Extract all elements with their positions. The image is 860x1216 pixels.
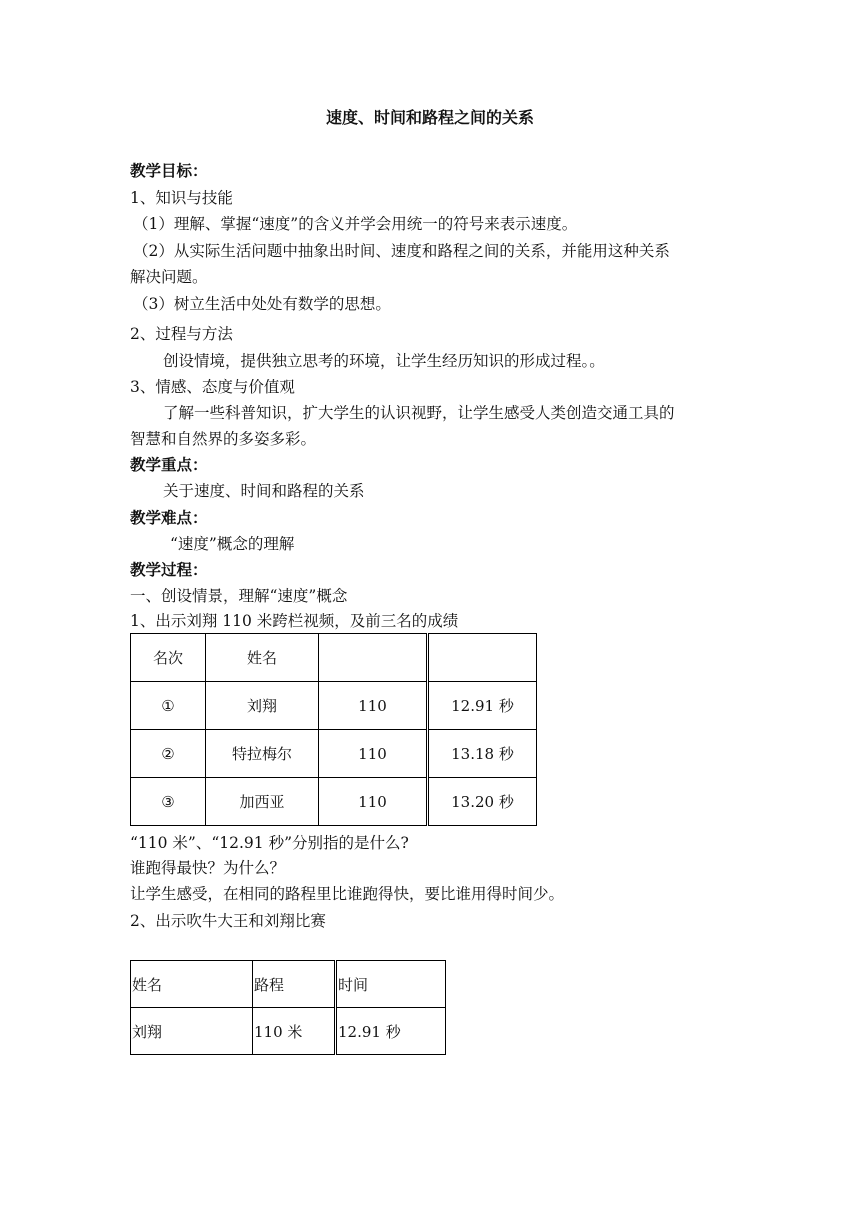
name-cell: 特拉梅尔 (206, 730, 319, 778)
rank-cell: ③ (131, 778, 206, 826)
question-1: “110 米”、“12.91 秒”分别指的是什么? (130, 834, 409, 852)
objective-item-1: （1）理解、掌握“速度”的含义并学会用统一的符号来表示速度。 (133, 215, 578, 233)
process-heading: 教学过程： (130, 560, 208, 579)
section-emotion-line-2: 智慧和自然界的多姿多彩。 (130, 430, 317, 448)
name-cell: 加西亚 (206, 778, 319, 826)
objective-item-2-line-2: 解决问题。 (130, 268, 208, 286)
time-cell: 13.20 秒 (428, 778, 537, 826)
comparison-table (130, 960, 446, 1055)
table-row (131, 682, 537, 730)
distance-cell: 110 (319, 730, 428, 778)
results-table (130, 633, 537, 826)
section-emotion-heading: 3、情感、态度与价值观 (130, 378, 295, 396)
table-header-cell (428, 634, 537, 682)
rank-cell: ② (131, 730, 206, 778)
table-row (131, 730, 537, 778)
distance-cell: 110 米 (253, 1008, 336, 1055)
table-header-cell: 姓名 (131, 961, 253, 1008)
objective-item-3: （3）树立生活中处处有数学的思想。 (133, 295, 391, 313)
table-header-row (131, 961, 446, 1008)
process-item-1: 1、出示刘翔 110 米跨栏视频，及前三名的成绩 (130, 612, 459, 630)
section-knowledge-heading: 1、知识与技能 (130, 189, 233, 207)
rank-cell: ① (131, 682, 206, 730)
table-header-cell: 姓名 (206, 634, 319, 682)
table-header-cell: 路程 (253, 961, 336, 1008)
page-title: 速度、时间和路程之间的关系 (325, 108, 534, 127)
objectives-heading: 教学目标： (130, 161, 208, 180)
process-step-1: 一、创设情景，理解“速度”概念 (130, 587, 348, 605)
table-header-cell: 名次 (131, 634, 206, 682)
section-process-text: 创设情境，提供独立思考的环境，让学生经历知识的形成过程。。 (163, 352, 605, 370)
time-cell: 12.91 秒 (336, 1008, 446, 1055)
distance-cell: 110 (319, 778, 428, 826)
key-points-heading: 教学重点： (130, 455, 208, 474)
objective-item-2-line-1: （2）从实际生活问题中抽象出时间、速度和路程之间的关系，并能用这种关系 (133, 242, 670, 260)
key-points-text: 关于速度、时间和路程的关系 (163, 482, 365, 500)
table-header-row (131, 634, 537, 682)
name-cell: 刘翔 (206, 682, 319, 730)
table-header-cell: 时间 (336, 961, 446, 1008)
process-item-2: 2、出示吹牛大王和刘翔比赛 (130, 912, 326, 930)
section-process-heading: 2、过程与方法 (130, 325, 233, 343)
time-cell: 13.18 秒 (428, 730, 537, 778)
time-cell: 12.91 秒 (428, 682, 537, 730)
distance-cell: 110 (319, 682, 428, 730)
table-header-cell (319, 634, 428, 682)
question-3: 让学生感受，在相同的路程里比谁跑得快，要比谁用得时间少。 (130, 885, 565, 903)
table-row (131, 1008, 446, 1055)
name-cell: 刘翔 (131, 1008, 253, 1055)
section-emotion-line-1: 了解一些科普知识，扩大学生的认识视野，让学生感受人类创造交通工具的 (163, 404, 675, 422)
table-row (131, 778, 537, 826)
difficulty-text: “速度”概念的理解 (170, 535, 295, 553)
question-2: 谁跑得最快？为什么？ (130, 859, 286, 877)
difficulty-heading: 教学难点： (130, 508, 208, 527)
